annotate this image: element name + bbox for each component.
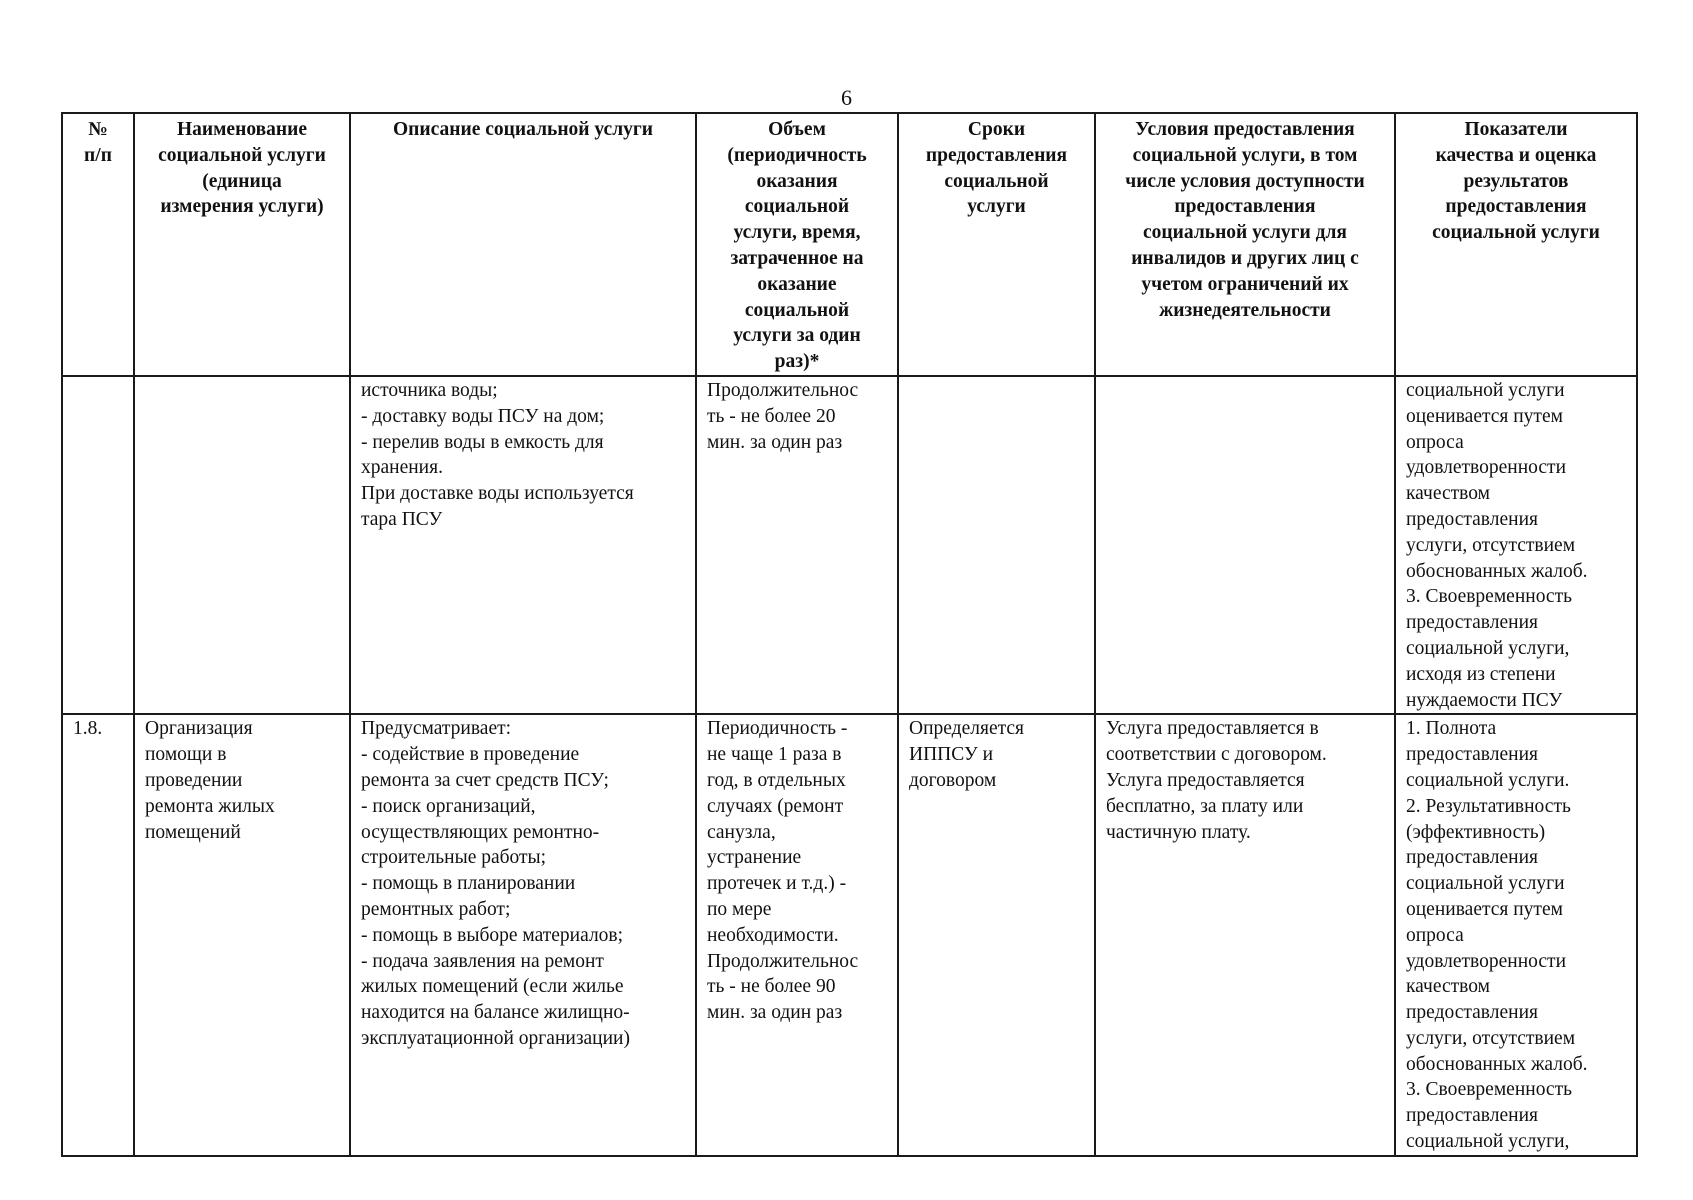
cell-text-line: оказания — [756, 170, 838, 192]
cell-text-line: помещений — [145, 821, 241, 843]
cell-terms — [898, 714, 1095, 1156]
cell-text-line: качества и оценка — [1435, 144, 1597, 166]
cell-text-line: Определяется — [909, 718, 1024, 740]
cell-text-line: Услуга предоставляется в — [1106, 718, 1319, 740]
cell-text-line: эксплуатационной организации) — [361, 1027, 630, 1049]
cell-text-line: социальной услуги, — [1406, 637, 1570, 659]
cell-text-line: Продолжительнос — [707, 950, 859, 972]
cell-text-line: предоставления — [925, 144, 1068, 166]
cell-text-line: удовлетворенности — [1406, 457, 1566, 479]
cell-text-line: затраченное на — [730, 247, 864, 269]
cell-text-line: предоставления — [1406, 1002, 1538, 1024]
cell-text-line: качеством — [1406, 976, 1490, 998]
cell-text-line: оказание — [757, 273, 837, 295]
cell-text-line: год, в отдельных — [707, 769, 846, 791]
cell-text-line: обоснованных жалоб. — [1406, 1053, 1588, 1075]
cell-volume — [696, 714, 898, 1156]
cell-text-line: Предусматривает: — [361, 718, 512, 740]
cell-text-line: тара ПСУ — [361, 508, 443, 530]
cell-text-line: 3. Своевременность — [1406, 1079, 1573, 1101]
cell-text-line: устранение — [707, 847, 802, 869]
cell-text-line: социальной — [744, 299, 850, 321]
cell-text-line: предоставления — [1406, 847, 1538, 869]
cell-conditions — [1095, 376, 1395, 714]
cell-text-line: социальной услуги, в том — [1132, 144, 1358, 166]
cell-text-line: источника воды; — [361, 379, 498, 401]
cell-text-line: 1.8. — [73, 718, 103, 740]
cell-text-line: хранения. — [361, 457, 443, 479]
cell-text-line: социальной услуги — [158, 144, 326, 166]
cell-text-line: социальной услуги — [1406, 379, 1565, 401]
cell-text-line: жизнедеятельности — [1159, 299, 1331, 321]
cell-text-line: исходя из степени — [1406, 663, 1556, 685]
cell-text-line: предоставления — [1174, 196, 1316, 218]
cell-service-name — [134, 714, 350, 1156]
cell-conditions — [1095, 714, 1395, 1156]
cell-text-line: числе условия доступности — [1125, 170, 1365, 192]
cell-text-line: услуги — [967, 196, 1026, 218]
cell-text-line: социальной услуги, — [1406, 1131, 1570, 1153]
cell-text-line: измерения услуги) — [160, 196, 324, 218]
cell-text-line: Услуга предоставляется — [1106, 769, 1305, 791]
cell-text-line: соответствии с договором. — [1106, 744, 1327, 766]
cell-text-line: ть - не более 20 — [707, 405, 836, 427]
cell-text-line: результатов — [1463, 170, 1569, 192]
cell-service-description — [350, 714, 696, 1156]
cell-text-line: Периодичность - — [707, 718, 848, 740]
cell-text-line: проведении — [145, 769, 243, 791]
cell-text-line: бесплатно, за плату или — [1106, 795, 1304, 817]
cell-text-line: Описание социальной услуги — [392, 119, 653, 140]
cell-text-line: Наименование — [177, 119, 307, 140]
cell-text-line: осуществляющих ремонтно- — [361, 821, 600, 843]
cell-text-line: ремонта жилых — [145, 795, 275, 817]
cell-volume — [696, 376, 898, 714]
cell-text-line: При доставке воды используется — [361, 483, 634, 505]
cell-text-line: раз)* — [774, 351, 820, 373]
cell-text-line: социальной — [744, 196, 850, 218]
cell-text-line: помощи в — [145, 744, 227, 766]
cell-text-line: ть - не более 90 — [707, 976, 836, 998]
cell-number — [62, 376, 134, 714]
cell-text-line: (периодичность — [727, 144, 867, 166]
cell-text-line: п/п — [84, 144, 112, 166]
cell-text-line: - помощь в выборе материалов; — [361, 924, 624, 946]
cell-text-line: строительные работы; — [361, 847, 547, 869]
cell-text-line: Организация — [145, 718, 253, 740]
cell-service-description — [350, 376, 696, 714]
cell-text-line: удовлетворенности — [1406, 950, 1566, 972]
cell-text-line: инвалидов и других лиц с — [1131, 247, 1359, 269]
cell-text-line: социальной услуги для — [1143, 222, 1347, 244]
social-services-table — [61, 112, 1638, 1157]
header-terms — [898, 113, 1095, 376]
cell-text-line: опроса — [1406, 924, 1464, 946]
cell-text-line: оценивается путем — [1406, 898, 1563, 920]
cell-text-line: Объем — [768, 119, 826, 140]
cell-text-line: жилых помещений (если жилье — [361, 976, 624, 998]
cell-text-line: 3. Своевременность — [1406, 586, 1573, 608]
cell-text-line: предоставления — [1406, 612, 1538, 634]
cell-text-line: санузла, — [707, 821, 776, 843]
cell-text-line: по мере — [707, 898, 772, 920]
cell-terms — [898, 376, 1095, 714]
cell-text-line: находится на балансе жилищно- — [361, 1002, 630, 1024]
cell-text-line: - поиск организаций, — [361, 795, 536, 817]
cell-text-line: (эффективность) — [1406, 821, 1546, 843]
cell-text-line: ремонтных работ; — [361, 898, 511, 920]
header-conditions — [1095, 113, 1395, 376]
cell-text-line: социальной услуги. — [1406, 769, 1570, 791]
cell-text-line: предоставления — [1406, 508, 1538, 530]
cell-text-line: - содействие в проведение — [361, 744, 580, 766]
cell-text-line: качеством — [1406, 483, 1490, 505]
header-row — [62, 113, 1637, 376]
cell-text-line: - подача заявления на ремонт — [361, 950, 604, 972]
cell-text-line: частичную плату. — [1106, 821, 1251, 843]
cell-text-line: протечек и т.д.) - — [707, 873, 847, 895]
cell-text-line: Показатели — [1464, 119, 1568, 140]
header-service-name — [134, 113, 350, 376]
header-quality-indicators — [1395, 113, 1637, 376]
cell-text-line: Сроки — [967, 119, 1026, 140]
cell-text-line: социальной — [944, 170, 1049, 192]
cell-text-line: - помощь в планировании — [361, 873, 576, 895]
cell-text-line: случаях (ремонт — [707, 795, 844, 817]
cell-text-line: услуги за один — [733, 325, 861, 347]
cell-text-line: социальной услуги — [1432, 222, 1600, 244]
cell-service-name — [134, 376, 350, 714]
table-row — [62, 376, 1637, 714]
cell-text-line: учетом ограничений их — [1141, 273, 1349, 295]
cell-text-line: договором — [909, 769, 997, 791]
cell-text-line: 1. Полнота — [1406, 718, 1497, 740]
cell-text-line: ИППСУ и — [909, 744, 994, 766]
cell-text-line: предоставления — [1445, 196, 1587, 218]
cell-text-line: ремонта за счет средств ПСУ; — [361, 769, 609, 791]
cell-text-line: не чаще 1 раза в — [707, 744, 842, 766]
cell-text-line: мин. за один раз — [707, 431, 843, 453]
cell-text-line: услуги, отсутствием — [1406, 534, 1576, 556]
cell-text-line: Условия предоставления — [1135, 119, 1355, 140]
cell-text-line: 2. Результативность — [1406, 795, 1571, 817]
cell-text-line: опроса — [1406, 431, 1464, 453]
cell-text-line: оценивается путем — [1406, 405, 1563, 427]
cell-text-line: - доставку воды ПСУ на дом; — [361, 405, 605, 427]
cell-text-line: услуги, время, — [733, 222, 861, 244]
cell-text-line: услуги, отсутствием — [1406, 1027, 1576, 1049]
header-volume — [696, 113, 898, 376]
cell-text-line: нуждаемости ПСУ — [1406, 689, 1563, 711]
cell-number — [62, 714, 134, 1156]
cell-text-line: предоставления — [1406, 1105, 1538, 1127]
header-service-description — [350, 113, 696, 376]
cell-quality-indicators — [1395, 376, 1637, 714]
cell-text-line: предоставления — [1406, 744, 1538, 766]
cell-text-line: социальной услуги — [1406, 873, 1565, 895]
cell-text-line: обоснованных жалоб. — [1406, 560, 1588, 582]
cell-text-line: Продолжительнос — [707, 379, 859, 401]
cell-quality-indicators — [1395, 714, 1637, 1156]
cell-text-line: - перелив воды в емкость для — [361, 431, 604, 453]
page-number: 6 — [841, 85, 852, 110]
table-row — [62, 714, 1637, 1156]
header-number — [62, 113, 134, 376]
cell-text-line: мин. за один раз — [707, 1002, 843, 1024]
cell-text-line: (единица — [202, 170, 282, 192]
cell-text-line: № — [88, 119, 108, 140]
cell-text-line: необходимости. — [707, 924, 839, 946]
